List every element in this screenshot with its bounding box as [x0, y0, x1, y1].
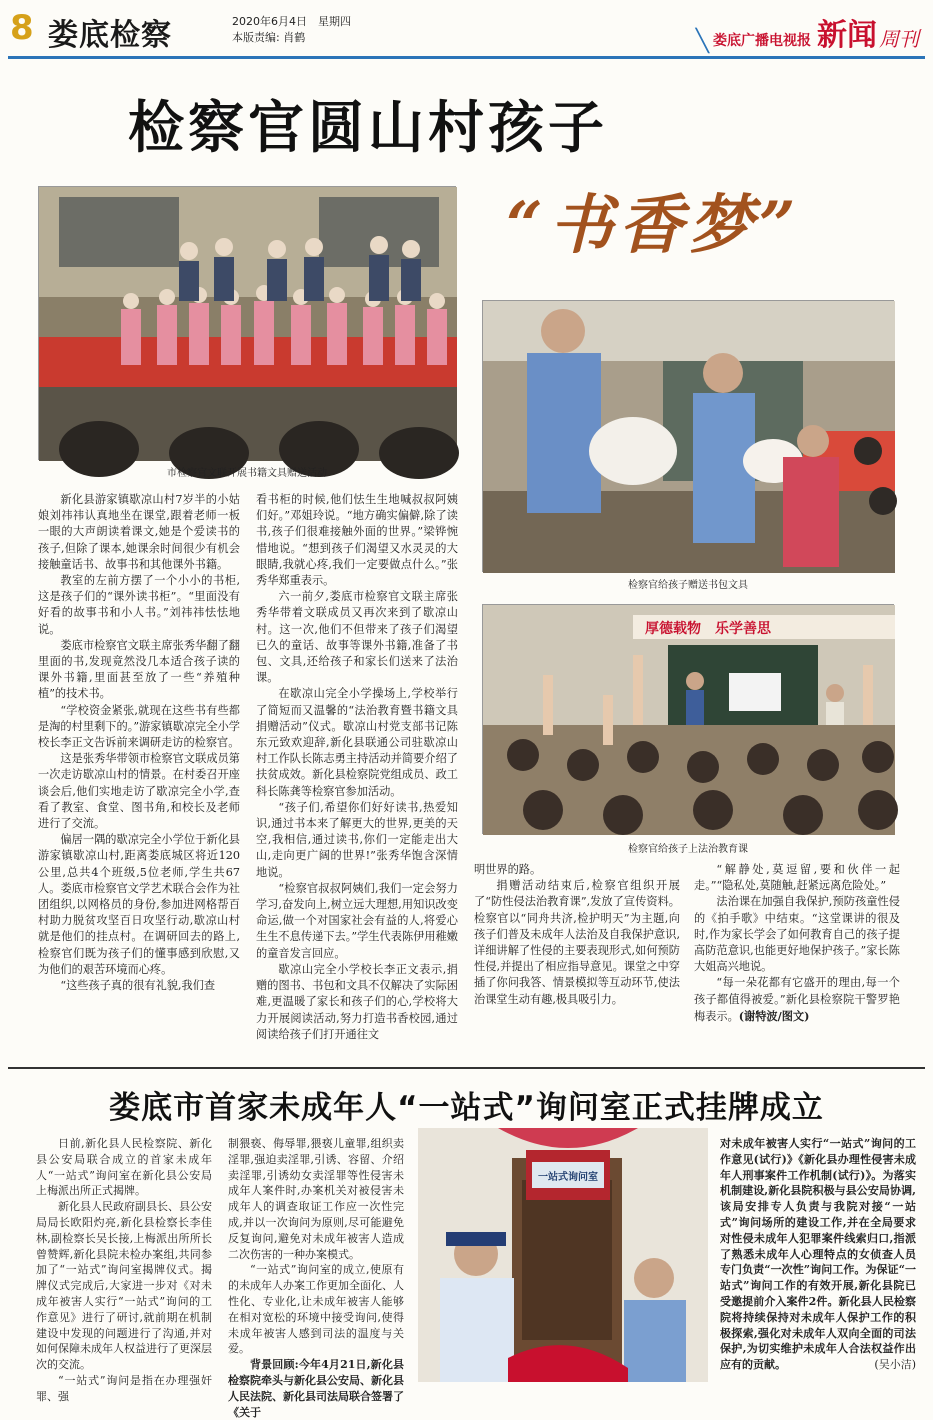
- photo-law-class-image: [483, 605, 895, 835]
- article1-para: 捐赠活动结束后,检察官组织开展了“防性侵法治教育课”,发放了宣传资料。检察官以“同舟共济,检护明天”为主题,向孩子们普及未成年人法治及自我保护意识,详细讲解了性侵的主要表现形式,如何预防性侵,并提出了相应指导意见。课堂之中穿插了你问我答、情景模拟等互动环节,使法治课堂生动有趣,极具吸引力。: [474, 879, 680, 1006]
- article1-para: 这是张秀华带领市检察官文联成员第一次走访歇凉山村的情景。在村委召开座谈会后,他们实地走访了歇凉完全小学,查看了教室、食堂、图书角,和校长及老师进行了交流。: [38, 752, 240, 831]
- section-title: 娄底检察: [48, 18, 172, 53]
- article1-para: “解静处,莫逗留,要和伙伴一起走。”“隐私处,莫随触,赶紧远离危险处。”: [694, 863, 900, 893]
- article1-column-2: [256, 492, 458, 1041]
- article1-para: 偏居一隅的歇凉完全小学位于新化县游家镇歇凉山村,距离娄底城区将近120公里,总共4个班级,5位老师,学生共67人。娄底市检察官文学艺术联合会作为社团组织,以网格员的身份,参加进网格帮百村助力脱贫攻坚百日攻坚行动,歇凉山村就是他们的挂点村。在调研回去的路上,检察官们既为孩子们的懂事感到欣慰,又为他们的艰苦环境而心疼。: [38, 833, 240, 976]
- article2-para-text: 对未成年被害人实行“一站式”询问的工作意见(试行)》《新化县办理性侵害未成年人刑事案件工作机制(试行)》。为落实机制建设,新化县院积极与县公安局协调,该局安排专人负责与我院对接“一站式”询问场所的建设工作,并在全局要求对性侵未成年人犯罪案件线索归口,指派了熟悉未成年人心理特点的女侦查人员专门负责“一次性”询问工作。为保证“一站式”询问工作的有效开展,新化县院已受邀提前介入案件2件。新化县人民检察院将持续保持对未成年人保护工作的积极探索,强化对未成年人双向全面的司法保护,为切实维护未成年人合法权益作出应有的贡献。: [720, 1137, 916, 1372]
- caption-bag-gift: 检察官给孩子赠送书包文具: [628, 580, 748, 591]
- article1-para: 法治课在加强自我保护,预防孩童性侵的《拍手歌》中结束。“这堂课讲的很及时,作为家长学会了如何教育自己的孩子提高防范意识,也能更好地保护孩子。”家长陈大姐高兴地说。: [694, 895, 900, 974]
- article1-para: 在歇凉山完全小学操场上,学校举行了简短而又温馨的“法治教育暨书籍文具捐赠活动”仪式。歇凉山村党支部书记陈东元致欢迎辞,新化县联通公司驻歇凉山村工作队长陈志勇主持活动并简要介绍了扶贫成效。新化县检察院党组成员、政工科长陈龚等检察官参加活动。: [256, 687, 458, 798]
- photo-interview-room: [418, 1128, 708, 1382]
- issue-editor: 本版责编: 肖鹤: [232, 31, 306, 44]
- section-divider: [8, 1067, 925, 1069]
- photo-book-donation-image: [39, 187, 457, 461]
- article1-column-4: [694, 862, 900, 1026]
- photo-bag-gift: [482, 300, 894, 572]
- photo-interview-room-image: [418, 1128, 708, 1382]
- article1-para-text: “每一朵花都有它盛开的理由,每一个孩子都值得被爱。”新化县检察院干警罗艳梅表示。: [694, 976, 900, 1023]
- article2-column-3: [720, 1136, 916, 1382]
- article1-para: “这些孩子真的很有礼貌,我们查: [60, 979, 216, 993]
- article1-para: [694, 975, 900, 1025]
- article1-headline: 检察官圆山村孩子: [128, 96, 608, 161]
- article1-column-1: [38, 492, 240, 1026]
- article2-para: [720, 1136, 916, 1373]
- brand-weekly: 周刊: [879, 27, 919, 51]
- article2-para: [228, 1357, 404, 1420]
- article1-para: 明世界的路。: [474, 863, 542, 876]
- article2-para: “一站式”询问是指在办理强奸罪、强: [36, 1373, 212, 1403]
- issue-info: [232, 14, 351, 46]
- brand-news: 新闻: [817, 18, 877, 53]
- brand-slash-icon: ╲: [695, 29, 709, 54]
- article1-para: 娄底市检察官文联主席张秀华翻了翻里面的书,发现竟然没几本适合孩子读的课外书籍,里面甚至放了一些“养殖种植”的技术书。: [38, 638, 240, 701]
- article1-para: 看书柜的时候,他们怯生生地喊叔叔阿姨们好。”邓姐玲说。“地方确实偏僻,除了读书,孩子们很难接触外面的世界。”梁铧惋惜地说。“想到孩子们渴望又水灵灵的大眼睛,我就心疼,我们一定要做点什么。”张秀华郑重表示。: [256, 493, 458, 588]
- photo-law-class: [482, 604, 894, 834]
- article1-column-3: [474, 862, 680, 1026]
- article1-para: 新化县游家镇歇凉山村7岁半的小姑娘刘祎祎认真地坐在课堂,跟着老师一板一眼的大声朗读着课文,她是个爱读书的孩子,但除了课本,她课余时间很少有机会接触童话书、故事书和其他课外书籍。: [38, 493, 240, 571]
- article2-para: 日前,新化县人民检察院、新化县公安局联合成立的首家未成年人“一站式”询问室在新化县公安局上梅派出所正式揭牌。: [36, 1137, 212, 1198]
- masthead-brand: [696, 10, 919, 54]
- room-sign: 一站式询问室: [538, 1172, 598, 1183]
- article1-para: 教室的左前方摆了一个小小的书柜,这是孩子们的“课外读书柜”。“里面没有好看的故事书和小人书。”刘祎祎怯怯地说。: [38, 574, 240, 636]
- photo-bag-gift-image: [483, 301, 895, 573]
- header-rule: [8, 56, 925, 59]
- background-label: 背景回顾:: [250, 1358, 299, 1372]
- classroom-banner: 厚德载物 乐学善思: [645, 621, 771, 637]
- article1-subhead: “书香梦”: [506, 188, 802, 263]
- article1-para: 六一前夕,娄底市检察官文联主席张秀华带着文联成员又再次来到了歇凉山村。这一次,他们不但带来了孩子们渴望已久的童话、故事等课外书籍,准备了书包、文具,还给孩子和家长们送来了法治课。: [256, 590, 458, 685]
- article2-column-2: [228, 1136, 404, 1419]
- photo-book-donation: [38, 186, 456, 460]
- article2-para: 制猥亵、侮辱罪,猥亵儿童罪,组织卖淫罪,强迫卖淫罪,引诱、容留、介绍卖淫罪,引诱幼女卖淫罪等性侵害未成年人案件时,办案机关对被侵害未成年人的调查取证工作应一次性完成,并以一次询问为原则,尽可能避免反复询问,避免对未成年被害人造成二次伤害的一种办案模式。: [228, 1137, 404, 1261]
- article1-para: 歇凉山完全小学校长李正文表示,捐赠的图书、书包和文具不仅解决了实际困难,更温暖了家长和孩子们的心,学校将大力开展阅读活动,努力打造书香校园,通过阅读给孩子们打开通往文: [256, 962, 458, 1041]
- article2-headline: 娄底市首家未成年人“一站式”询问室正式挂牌成立: [109, 1090, 824, 1126]
- article2-column-1: [36, 1136, 212, 1403]
- caption-book-donation: 市检察官文联开展书籍文具赠送活动: [167, 468, 327, 479]
- article1-para: “学校资金紧张,就现在这些书有些都是淘的村里剩下的。”游家镇歇凉完全小学校长李正文告诉前来调研走访的检察官。: [38, 703, 240, 750]
- background-text: 今年4月21日,新化县检察院牵头与新化县公安局、新化县人民法院、新化县司法局联合签署了《关于: [228, 1358, 404, 1419]
- article2-para: “一站式”询问室的成立,使原有的未成年人办案工作更加全面化、人性化、专业化,让未成年被害人能够在相对宽松的环境中接受询问,使得未成年被害人感到司法的温度与关爱。: [228, 1263, 404, 1356]
- issue-date: 2020年6月4日 星期四: [232, 15, 351, 28]
- article1-para: “孩子们,希望你们好好读书,热爱知识,通过书本来了解更大的世界,更美的天空,我相信,通过读书,你们一定能走出大山,走向更广阔的世界!”张秀华饱含深情地说。: [256, 800, 458, 879]
- caption-law-class: 检察官给孩子上法治教育课: [628, 844, 748, 855]
- page-number: 8: [10, 8, 34, 48]
- article1-signoff: (谢特波/图文): [738, 1008, 810, 1023]
- article2-signoff: (吴小洁): [874, 1358, 916, 1372]
- article1-para: “检察官叔叔阿姨们,我们一定会努力学习,奋发向上,树立远大理想,用知识改变命运,做一个对国家社会有益的人,将爱心生生不息传递下去。”学生代表陈伊用稚嫩的童音发言回应。: [256, 881, 458, 960]
- article2-para: 新化县人民政府副县长、县公安局局长欧阳灼亮,新化县检察长李佳林,副检察长吴长接,上梅派出所所长曾赞辉,新化县院未检办案组,共同参加了“一站式”询问室揭牌仪式。揭牌仪式完成后,大家进一步对《对未成年被害人实行“一站式”询问的工作意见》进行了研讨,就前期在机制建设中发现的问题进行了沟通,并对如何保障未成年人权益进行了更深层次的交流。: [36, 1200, 212, 1372]
- brand-station: 娄底广播电视报: [713, 33, 811, 49]
